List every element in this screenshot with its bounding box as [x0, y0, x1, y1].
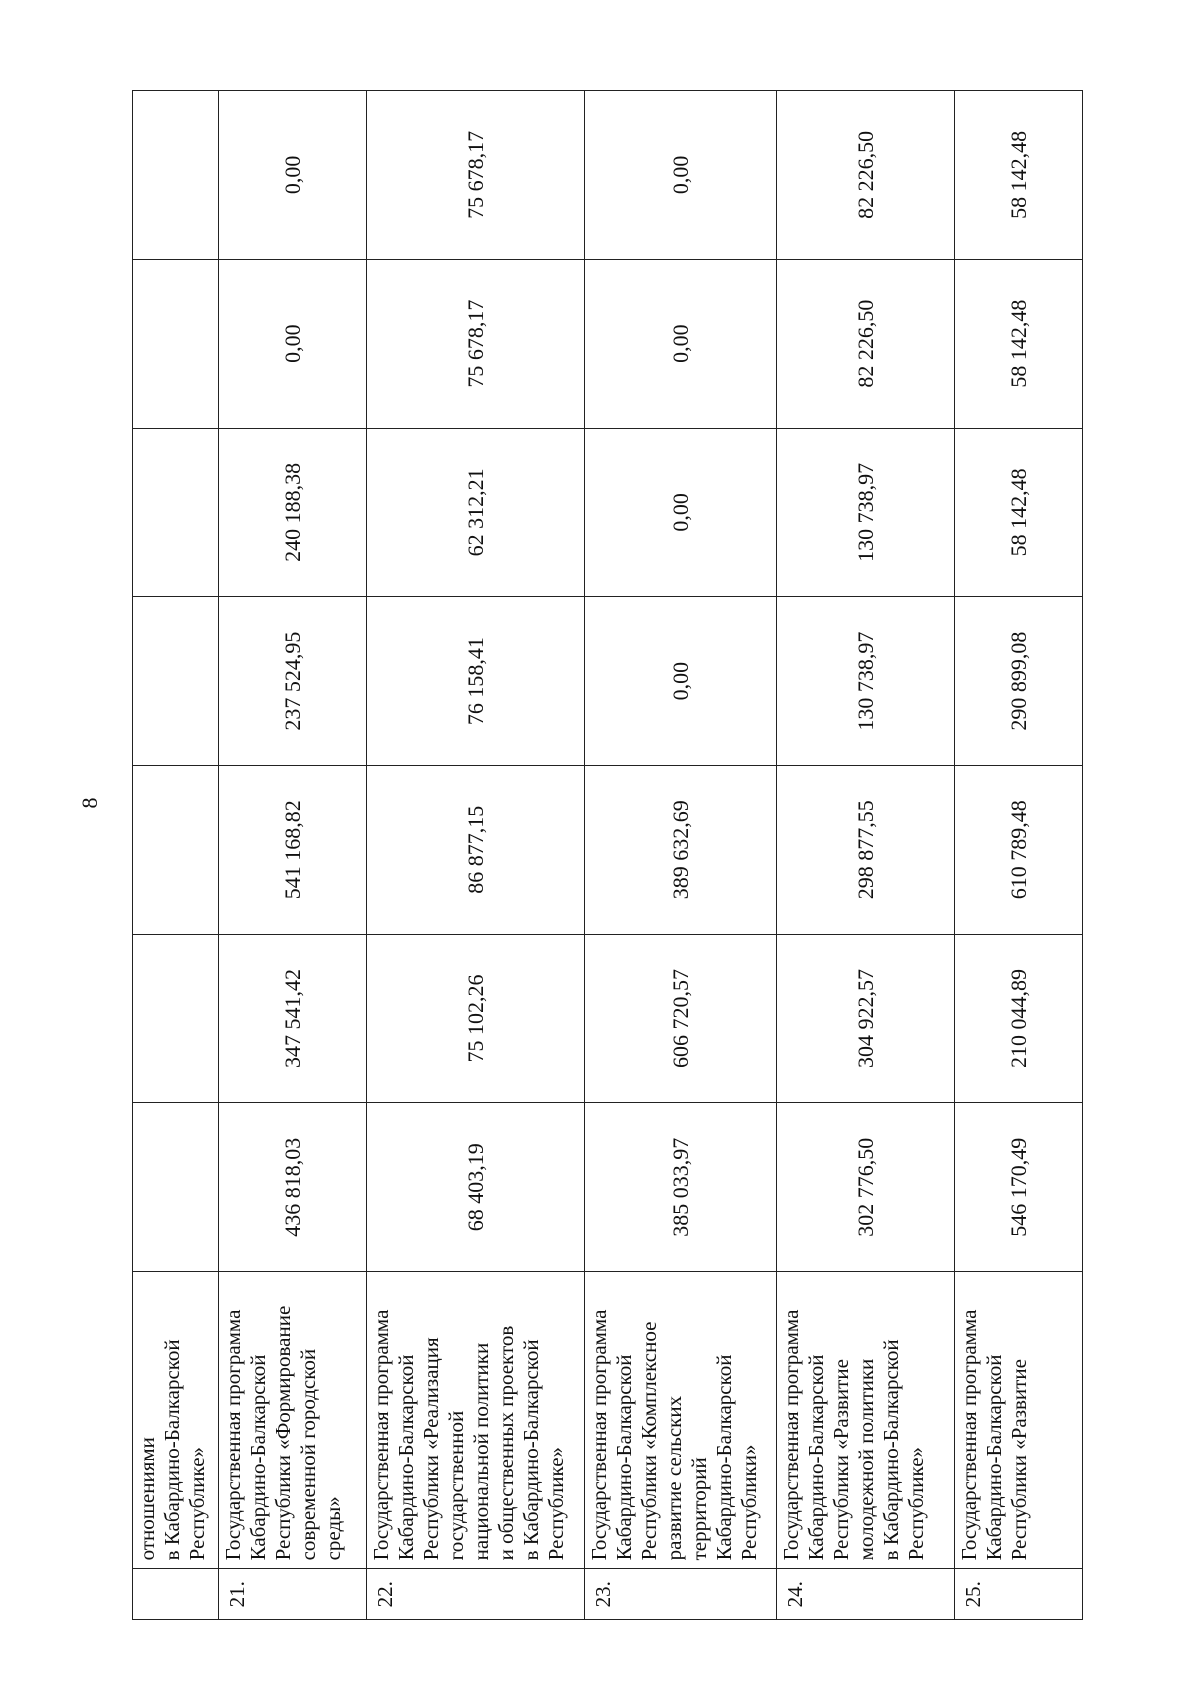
program-name: Государственная программа Кабардино-Балкарской Республики «Развитие: [955, 1272, 1083, 1569]
table-row: [219, 91, 367, 1620]
value-cell: 0,00: [585, 259, 777, 428]
value-cell: 82 226,50: [777, 91, 955, 260]
row-number: 23.: [585, 1569, 777, 1620]
value-cell: 302 776,50: [777, 1103, 955, 1272]
value-cell: 610 789,48: [955, 765, 1083, 934]
value-cell: 304 922,57: [777, 934, 955, 1103]
value-cell: [133, 259, 219, 428]
value-cell: 436 818,03: [219, 1103, 367, 1272]
value-cell: [133, 934, 219, 1103]
value-cell: 62 312,21: [367, 428, 585, 597]
value-cell: [133, 91, 219, 260]
row-number: 24.: [777, 1569, 955, 1620]
value-cell: 240 188,38: [219, 428, 367, 597]
value-cell: 130 738,97: [777, 597, 955, 766]
table-row: [777, 91, 955, 1620]
value-cell: [133, 765, 219, 934]
value-cell: [133, 1103, 219, 1272]
value-cell: 389 632,69: [585, 765, 777, 934]
value-cell: 68 403,19: [367, 1103, 585, 1272]
value-cell: [133, 428, 219, 597]
value-cell: 76 158,41: [367, 597, 585, 766]
value-cell: 75 678,17: [367, 259, 585, 428]
budget-table-rotated: [132, 90, 1082, 1620]
row-number: 21.: [219, 1569, 367, 1620]
value-cell: 541 168,82: [219, 765, 367, 934]
value-cell: 0,00: [585, 428, 777, 597]
value-cell: 606 720,57: [585, 934, 777, 1103]
value-cell: 298 877,55: [777, 765, 955, 934]
value-cell: [133, 597, 219, 766]
page-number: 8: [77, 797, 102, 809]
row-number: 25.: [955, 1569, 1083, 1620]
row-number: 22.: [367, 1569, 585, 1620]
value-cell: 347 541,42: [219, 934, 367, 1103]
value-cell: 546 170,49: [955, 1103, 1083, 1272]
value-cell: 290 899,08: [955, 597, 1083, 766]
table-row-continuation: [133, 91, 219, 1620]
value-cell: 86 877,15: [367, 765, 585, 934]
value-cell: 210 044,89: [955, 934, 1083, 1103]
value-cell: 58 142,48: [955, 259, 1083, 428]
table-row: [367, 91, 585, 1620]
value-cell: 75 678,17: [367, 91, 585, 260]
value-cell: 58 142,48: [955, 428, 1083, 597]
value-cell: 82 226,50: [777, 259, 955, 428]
program-name: отношениями в Кабардино-Балкарской Республике»: [133, 1272, 219, 1569]
value-cell: 130 738,97: [777, 428, 955, 597]
value-cell: 0,00: [219, 91, 367, 260]
value-cell: 385 033,97: [585, 1103, 777, 1272]
value-cell: 0,00: [219, 259, 367, 428]
table-row: [955, 91, 1083, 1620]
value-cell: 75 102,26: [367, 934, 585, 1103]
value-cell: 0,00: [585, 91, 777, 260]
program-name: Государственная программа Кабардино-Балкарской Республики «Формирование современной городской среды»: [219, 1272, 367, 1569]
program-name: Государственная программа Кабардино-Балкарской Республики «Реализация государственной национальной политики и общественных проектов в Кабардино-Балкарской Республике»: [367, 1272, 585, 1569]
value-cell: 58 142,48: [955, 91, 1083, 260]
program-name: Государственная программа Кабардино-Балкарской Республики «Развитие молодежной политики в Кабардино-Балкарской Республике»: [777, 1272, 955, 1569]
row-number: [133, 1569, 219, 1620]
table-row: [585, 91, 777, 1620]
budget-table: [132, 90, 1083, 1620]
value-cell: 0,00: [585, 597, 777, 766]
program-name: Государственная программа Кабардино-Балкарской Республики «Комплексное развитие сельских территорий Кабардино-Балкарской Республики»: [585, 1272, 777, 1569]
value-cell: 237 524,95: [219, 597, 367, 766]
